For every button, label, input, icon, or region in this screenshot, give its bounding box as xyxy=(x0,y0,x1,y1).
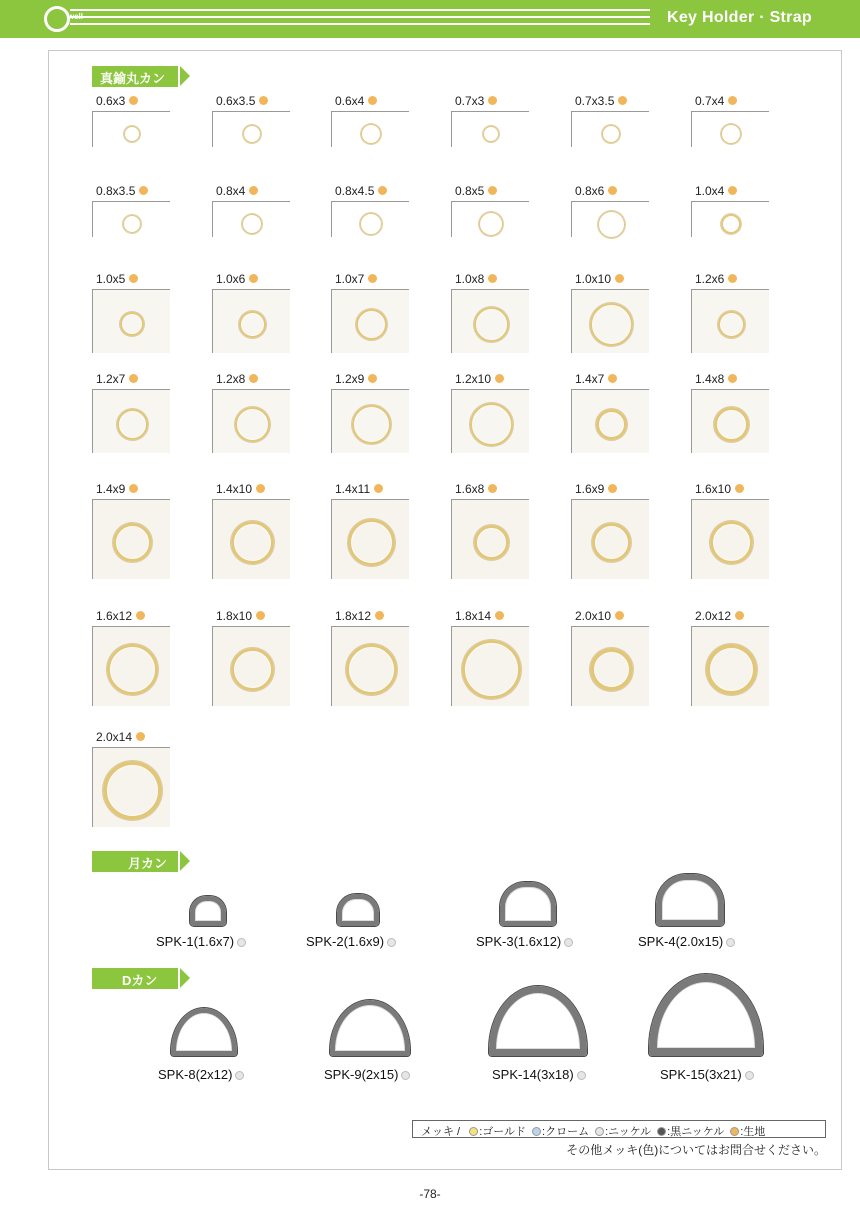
legend-color-dot-icon xyxy=(730,1127,739,1136)
nickel-dot-icon xyxy=(401,1071,410,1080)
brass-dot-icon xyxy=(368,274,377,283)
legend-label: :黒ニッケル xyxy=(667,1126,725,1138)
ring-cell xyxy=(691,609,769,663)
brass-dot-icon xyxy=(129,484,138,493)
round-ring-icon xyxy=(113,523,152,562)
round-ring-icon xyxy=(239,311,266,338)
round-ring-icon xyxy=(721,124,741,144)
round-ring-icon xyxy=(706,644,757,695)
legend-label: :ゴールド xyxy=(479,1126,527,1138)
ring-size-label: 0.7x4 xyxy=(695,94,737,108)
round-ring-icon xyxy=(107,644,158,695)
nickel-dot-icon xyxy=(237,938,246,947)
page-number: -78- xyxy=(419,1187,441,1201)
round-ring-icon xyxy=(231,648,274,691)
nickel-dot-icon xyxy=(387,938,396,947)
ring-cell xyxy=(331,272,409,326)
nickel-dot-icon xyxy=(745,1071,754,1080)
round-ring-icon xyxy=(470,403,513,446)
brass-dot-icon xyxy=(735,484,744,493)
ring-cell xyxy=(331,609,409,663)
page-title: Key Holder · Strap xyxy=(667,9,812,26)
header-stripes xyxy=(67,9,650,29)
round-ring-icon xyxy=(598,211,625,238)
ring-cell xyxy=(212,184,290,238)
legend-color-dot-icon xyxy=(595,1127,604,1136)
brass-dot-icon xyxy=(375,611,384,620)
moon-ring-label: SPK-1(1.6x7) xyxy=(156,934,246,949)
brass-dot-icon xyxy=(368,96,377,105)
d-ring-label: SPK-9(2x15) xyxy=(324,1067,410,1082)
round-ring-icon xyxy=(602,125,620,143)
round-ring-icon xyxy=(590,303,633,346)
section-d-title: Dカン xyxy=(122,973,158,988)
ring-cell xyxy=(451,372,529,426)
round-ring-icon xyxy=(242,214,262,234)
round-ring-icon xyxy=(710,521,753,564)
round-ring-icon xyxy=(103,761,162,820)
moon-ring-icon xyxy=(500,882,556,926)
d-ring-label: SPK-8(2x12) xyxy=(158,1067,244,1082)
brass-dot-icon xyxy=(256,611,265,620)
ring-cell xyxy=(92,482,170,536)
ring-size-label: 2.0x12 xyxy=(695,609,744,623)
logo-icon xyxy=(44,6,83,32)
brass-dot-icon xyxy=(129,374,138,383)
legend-label: :ニッケル xyxy=(605,1126,652,1138)
ring-size-label: 1.0x8 xyxy=(455,272,497,286)
nickel-dot-icon xyxy=(726,938,735,947)
header-bar xyxy=(0,0,860,38)
brass-dot-icon xyxy=(735,611,744,620)
ring-cell xyxy=(92,730,170,784)
brass-dot-icon xyxy=(259,96,268,105)
brass-dot-icon xyxy=(368,374,377,383)
d-ring-label: SPK-15(3x21) xyxy=(660,1067,754,1082)
ring-cell xyxy=(571,272,649,326)
ring-size-label: 1.2x10 xyxy=(455,372,504,386)
brass-dot-icon xyxy=(249,186,258,195)
ring-size-label: 0.6x3.5 xyxy=(216,94,268,108)
round-ring-icon xyxy=(348,519,395,566)
ring-cell xyxy=(212,609,290,663)
round-ring-icon xyxy=(124,126,140,142)
ring-cell xyxy=(331,372,409,426)
ring-size-label: 1.4x11 xyxy=(335,482,383,496)
brass-dot-icon xyxy=(129,96,138,105)
brass-dot-icon xyxy=(728,186,737,195)
ring-cell xyxy=(451,272,529,326)
ring-cell xyxy=(212,94,290,148)
round-ring-icon xyxy=(483,126,499,142)
moon-ring-label: SPK-3(1.6x12) xyxy=(476,934,573,949)
brass-dot-icon xyxy=(488,96,497,105)
brass-dot-icon xyxy=(129,274,138,283)
ring-cell xyxy=(92,94,170,148)
round-ring-icon xyxy=(120,312,144,336)
plating-legend xyxy=(412,1120,826,1138)
ring-size-label: 1.0x7 xyxy=(335,272,377,286)
ring-cell xyxy=(451,184,529,238)
ring-cell xyxy=(571,609,649,663)
round-ring-icon xyxy=(592,523,631,562)
round-ring-icon xyxy=(479,212,503,236)
ring-cell xyxy=(691,482,769,536)
ring-size-label: 2.0x10 xyxy=(575,609,624,623)
section-round-rings xyxy=(92,66,178,87)
brass-dot-icon xyxy=(495,611,504,620)
ring-size-label: 1.8x10 xyxy=(216,609,265,623)
ring-size-label: 0.7x3 xyxy=(455,94,497,108)
ring-cell xyxy=(212,272,290,326)
brass-dot-icon xyxy=(618,96,627,105)
round-ring-icon xyxy=(474,307,509,342)
brass-dot-icon xyxy=(728,374,737,383)
round-ring-icon xyxy=(718,311,745,338)
ring-cell xyxy=(331,94,409,148)
brass-dot-icon xyxy=(728,96,737,105)
ring-size-label: 0.8x6 xyxy=(575,184,617,198)
ring-cell xyxy=(92,184,170,238)
ring-size-label: 1.4x8 xyxy=(695,372,737,386)
ring-size-label: 0.8x4 xyxy=(216,184,258,198)
ring-size-label: 1.2x6 xyxy=(695,272,737,286)
ring-cell xyxy=(331,482,409,536)
ring-size-label: 1.6x12 xyxy=(96,609,145,623)
brass-dot-icon xyxy=(615,611,624,620)
inquiry-note: その他メッキ(色)についてはお問合せください。 xyxy=(566,1143,826,1157)
ring-size-label: 1.2x8 xyxy=(216,372,258,386)
round-ring-icon xyxy=(346,644,397,695)
section-moon-rings xyxy=(92,851,178,872)
logo-text: well xyxy=(67,12,83,21)
round-ring-icon xyxy=(590,648,633,691)
ring-cell xyxy=(92,372,170,426)
brass-dot-icon xyxy=(249,274,258,283)
brass-dot-icon xyxy=(139,186,148,195)
ring-size-label: 0.8x4.5 xyxy=(335,184,387,198)
ring-cell xyxy=(691,184,769,238)
legend-color-dot-icon xyxy=(532,1127,541,1136)
ring-size-label: 1.0x4 xyxy=(695,184,737,198)
section-d-rings xyxy=(92,968,178,989)
legend-color-dot-icon xyxy=(469,1127,478,1136)
ring-cell xyxy=(92,609,170,663)
round-ring-icon xyxy=(123,215,141,233)
brass-dot-icon xyxy=(136,732,145,741)
brass-dot-icon xyxy=(256,484,265,493)
ring-cell xyxy=(451,94,529,148)
round-ring-icon xyxy=(360,213,382,235)
ring-size-label: 0.8x3.5 xyxy=(96,184,148,198)
ring-size-label: 1.6x10 xyxy=(695,482,744,496)
ring-cell xyxy=(92,272,170,326)
round-ring-icon xyxy=(474,525,509,560)
ring-size-label: 1.4x9 xyxy=(96,482,138,496)
brass-dot-icon xyxy=(728,274,737,283)
ring-cell xyxy=(212,482,290,536)
ring-cell xyxy=(691,372,769,426)
section-round-title: 真鍮丸カン xyxy=(100,71,166,86)
ring-cell xyxy=(571,372,649,426)
ring-cell xyxy=(571,184,649,238)
ring-cell xyxy=(691,94,769,148)
round-ring-icon xyxy=(117,409,148,440)
d-ring-label: SPK-14(3x18) xyxy=(492,1067,586,1082)
ring-size-label: 1.4x7 xyxy=(575,372,617,386)
ring-size-label: 1.6x9 xyxy=(575,482,617,496)
ring-cell xyxy=(451,609,529,663)
round-ring-icon xyxy=(235,407,270,442)
legend-label: :クローム xyxy=(542,1126,590,1138)
brass-dot-icon xyxy=(488,186,497,195)
ring-cell xyxy=(451,482,529,536)
legend-prefix: メッキ / xyxy=(421,1126,461,1138)
brass-dot-icon xyxy=(136,611,145,620)
round-ring-icon xyxy=(231,521,274,564)
round-ring-icon xyxy=(721,214,741,234)
moon-ring-label: SPK-2(1.6x9) xyxy=(306,934,396,949)
moon-ring-icon xyxy=(337,894,379,926)
round-ring-icon xyxy=(462,640,521,699)
moon-ring-icon xyxy=(190,896,226,926)
ring-cell xyxy=(571,94,649,148)
nickel-dot-icon xyxy=(564,938,573,947)
ring-size-label: 1.2x7 xyxy=(96,372,138,386)
legend-label: :生地 xyxy=(740,1126,766,1138)
round-ring-icon xyxy=(361,124,381,144)
brass-dot-icon xyxy=(608,186,617,195)
brass-dot-icon xyxy=(249,374,258,383)
round-ring-icon xyxy=(352,405,391,444)
ring-size-label: 0.6x3 xyxy=(96,94,138,108)
ring-size-label: 0.6x4 xyxy=(335,94,377,108)
round-ring-icon xyxy=(714,407,749,442)
brass-dot-icon xyxy=(608,374,617,383)
ring-size-label: 1.0x6 xyxy=(216,272,258,286)
legend-color-dot-icon xyxy=(657,1127,666,1136)
nickel-dot-icon xyxy=(235,1071,244,1080)
brass-dot-icon xyxy=(488,274,497,283)
moon-ring-icon xyxy=(656,874,724,926)
brass-dot-icon xyxy=(495,374,504,383)
round-ring-icon xyxy=(243,125,261,143)
round-ring-icon xyxy=(356,309,387,340)
round-ring-icon xyxy=(596,409,627,440)
ring-cell xyxy=(331,184,409,238)
ring-size-label: 0.7x3.5 xyxy=(575,94,627,108)
brass-dot-icon xyxy=(488,484,497,493)
ring-size-label: 1.0x10 xyxy=(575,272,624,286)
moon-ring-label: SPK-4(2.0x15) xyxy=(638,934,735,949)
ring-size-label: 1.4x10 xyxy=(216,482,265,496)
ring-size-label: 1.0x5 xyxy=(96,272,138,286)
brass-dot-icon xyxy=(374,484,383,493)
ring-size-label: 1.6x8 xyxy=(455,482,497,496)
ring-cell xyxy=(691,272,769,326)
brass-dot-icon xyxy=(378,186,387,195)
ring-size-label: 0.8x5 xyxy=(455,184,497,198)
nickel-dot-icon xyxy=(577,1071,586,1080)
ring-size-label: 1.8x14 xyxy=(455,609,504,623)
ring-cell xyxy=(212,372,290,426)
brass-dot-icon xyxy=(615,274,624,283)
ring-cell xyxy=(571,482,649,536)
ring-size-label: 1.8x12 xyxy=(335,609,384,623)
brass-dot-icon xyxy=(608,484,617,493)
ring-size-label: 1.2x9 xyxy=(335,372,377,386)
ring-size-label: 2.0x14 xyxy=(96,730,145,744)
section-moon-title: 月カン xyxy=(128,856,168,871)
